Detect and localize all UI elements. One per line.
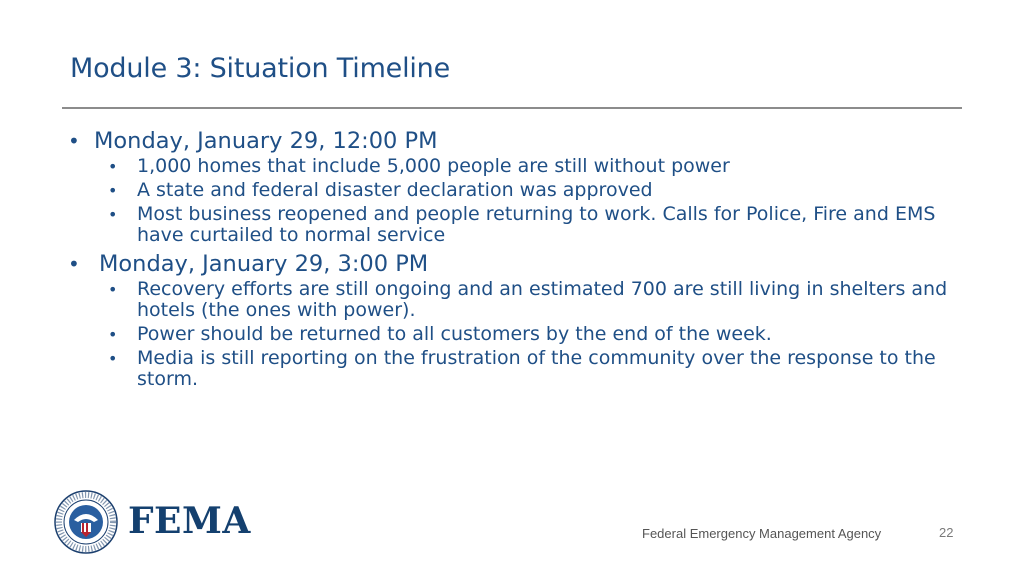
list-item-text: Power should be returned to all customers by the end of the week. — [137, 323, 772, 345]
list-item — [108, 179, 958, 201]
list-item-text: 1,000 homes that include 5,000 people are still without power — [137, 155, 730, 177]
list-item — [108, 347, 958, 390]
timeline-items-1 — [68, 156, 958, 246]
bullet-icon: • — [68, 252, 80, 276]
bullet-icon: • — [108, 349, 118, 368]
list-item-text: Recovery efforts are still ongoing and an estimated 700 are still living in shelters and hotels (the ones with power). — [137, 278, 948, 321]
list-item — [108, 203, 958, 246]
bullet-icon: • — [108, 280, 118, 299]
bullet-icon: • — [108, 205, 118, 224]
bullet-icon: • — [108, 325, 118, 344]
list-item — [108, 323, 958, 345]
agency-name: Federal Emergency Management Agency — [642, 526, 882, 541]
list-item — [108, 155, 958, 177]
title-divider — [62, 107, 962, 109]
list-item-text: Most business reopened and people returning to work. Calls for Police, Fire and EMS have curtailed to normal service — [137, 203, 936, 246]
bullet-icon: • — [108, 157, 118, 176]
page-number: 22 — [939, 525, 954, 540]
timeline-heading-text: Monday, January 29, 12:00 PM — [94, 128, 438, 154]
list-item — [108, 278, 958, 321]
list-item-text: A state and federal disaster declaration was approved — [137, 179, 653, 201]
list-item-text: Media is still reporting on the frustration of the community over the response to the storm. — [137, 347, 936, 390]
bullet-icon: • — [108, 181, 118, 200]
timeline-heading-text: Monday, January 29, 3:00 PM — [99, 251, 429, 277]
timeline-items-2 — [68, 279, 958, 390]
slide-title: Module 3: Situation Timeline — [70, 53, 451, 84]
fema-logo: FEMA — [128, 500, 251, 542]
dhs-seal-icon — [54, 490, 118, 554]
timeline-heading-2 — [68, 249, 958, 279]
slide-content — [68, 126, 958, 393]
bullet-icon: • — [68, 129, 80, 153]
timeline-heading-1 — [68, 126, 958, 156]
